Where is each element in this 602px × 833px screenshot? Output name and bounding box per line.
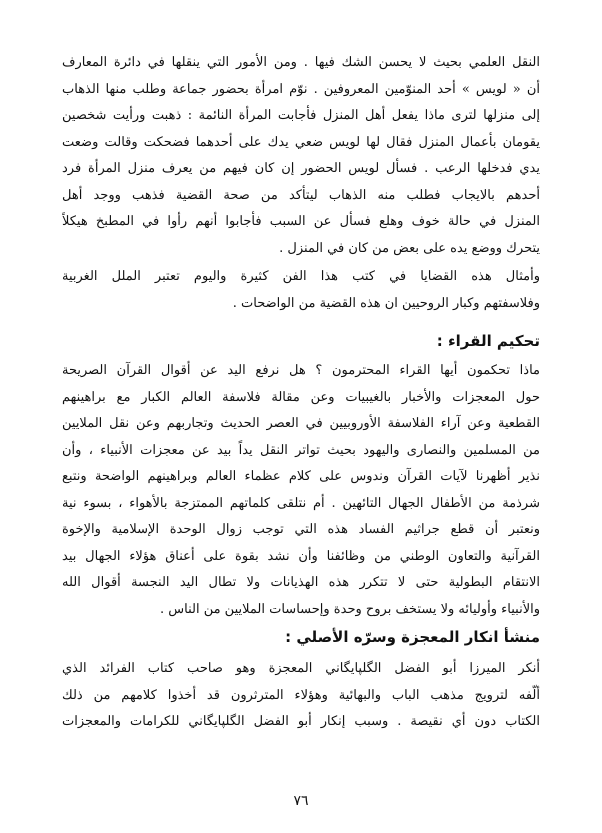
paragraph-1 xyxy=(62,50,540,262)
text-line: حول المعجزات والأخبار بالغيبيات وعن مقالة فلاسفة العالم الكبار مع براهينهم xyxy=(62,389,540,405)
text-line: شرذمة من الأطفال الجهال التائهين . أم نتلقى كلماتهم الممتزجة بالأهواء ، بسوء نية xyxy=(62,495,540,511)
text-line: يدي فدخلها الرعب . فسأل لويس الحضور إن كان فيهم من يعرف منزل المرأة فرد xyxy=(62,161,540,176)
text-line: النقل العلمي بحيث لا يحسن الشك فيها . ومن الأمور التي ينقلها في دائرة المعارف xyxy=(62,55,540,70)
text-line: أن « لويس » أحد المنوّمين المعروفين . نوّم امرأة بحضور جماعة وطلب منها الذهاب xyxy=(62,81,540,97)
paragraph-4 xyxy=(62,656,540,736)
text-line: ماذا تحكمون أيها القراء المحترمون ؟ هل نرفع اليد عن أقوال القرآن الصريحة xyxy=(62,363,540,378)
page-number: ٧٦ xyxy=(293,793,309,809)
paragraph-2 xyxy=(62,264,540,317)
paragraph-3 xyxy=(62,358,540,623)
section-heading-origin-of-denial: منشأ انكار المعجزة وسرّه الأصلي : xyxy=(285,628,540,646)
text-line: الكتاب دون أي نقيصة . وسبب إنكار أبو الفضل الگلپايگاني للكرامات والمعجزات xyxy=(62,714,540,729)
text-line: القطعية وعن آراء الفلاسفة الأوروبيين في العصر الحديث وتجاربهم وعن نقل الملايين xyxy=(62,416,540,431)
text-line: ألّفه لترويج مذهب الباب والبهائية وهؤلاء المترثرون قد أخذوا كلامهم من ذلك xyxy=(62,687,540,703)
text-line: المنزل في حالة خوف وهلع فسأل عن السبب فأجابوا أنهم رأوا في المطبخ هيكلاً xyxy=(62,214,540,229)
text-line: ونعتبر أن قطع جراثيم الفساد هذه التي توجب زوال الوحدة الإسلامية والإخوة xyxy=(62,522,540,537)
text-line: القرآنية والتعاون الوطني من وظائفنا وأن نشد بقوة على أعناق هؤلاء الجهال بيد xyxy=(62,548,540,564)
section-heading-reader-judgement: تحكيم القراء : xyxy=(436,332,540,350)
text-line: يقومان بأعمال المنزل فقال لها لويس ضعي يدك على أحدهما فضحكت وقالت وضعت xyxy=(62,134,540,150)
text-line: أحدهم بالايجاب فطلب منه الذهاب ليتأكد من صحة القضية فذهب ووجد أهل xyxy=(62,187,540,203)
text-line: يتحرك ووضع يده على بعض من كان في المنزل . xyxy=(279,240,540,256)
text-line: أنكر الميرزا أبو الفضل الگلپايگاني المعجزة وهو صاحب كتاب الفرائد الذي xyxy=(62,661,540,676)
text-line: الانتقام البطولية حتى لا تتكرر هذه الهذيانات ولا تطال اليد النجسة أقوال الله xyxy=(62,575,540,590)
text-line: إلى منزلها لترى ماذا يفعل أهل المنزل فأجابت المرأة النائمة : ذهبت ورأيت شخصين xyxy=(62,108,540,123)
text-line: وأمثال هذه القضايا في كتب هذا الفن كثيرة واليوم تعتبر الملل الغربية xyxy=(62,269,540,284)
text-line: والأنبياء وأوليائه ولا يستخف بروح وحدة وإحساسات الملايين من الناس . xyxy=(159,601,540,617)
text-line: من المسلمين والنصارى واليهود بحيث تواتر النقل يداً بيد عن معجزات الأنبياء ، وأن xyxy=(62,442,540,458)
text-line: وفلاسفتهم وكبار الروحيين ان هذه القضية من الواضحات . xyxy=(232,295,540,311)
text-line: نذير أظهرنا لآيات القرآن وندوس على كلام عظماء العالم وبراهينهم الواضحة ونتبع xyxy=(62,469,540,484)
